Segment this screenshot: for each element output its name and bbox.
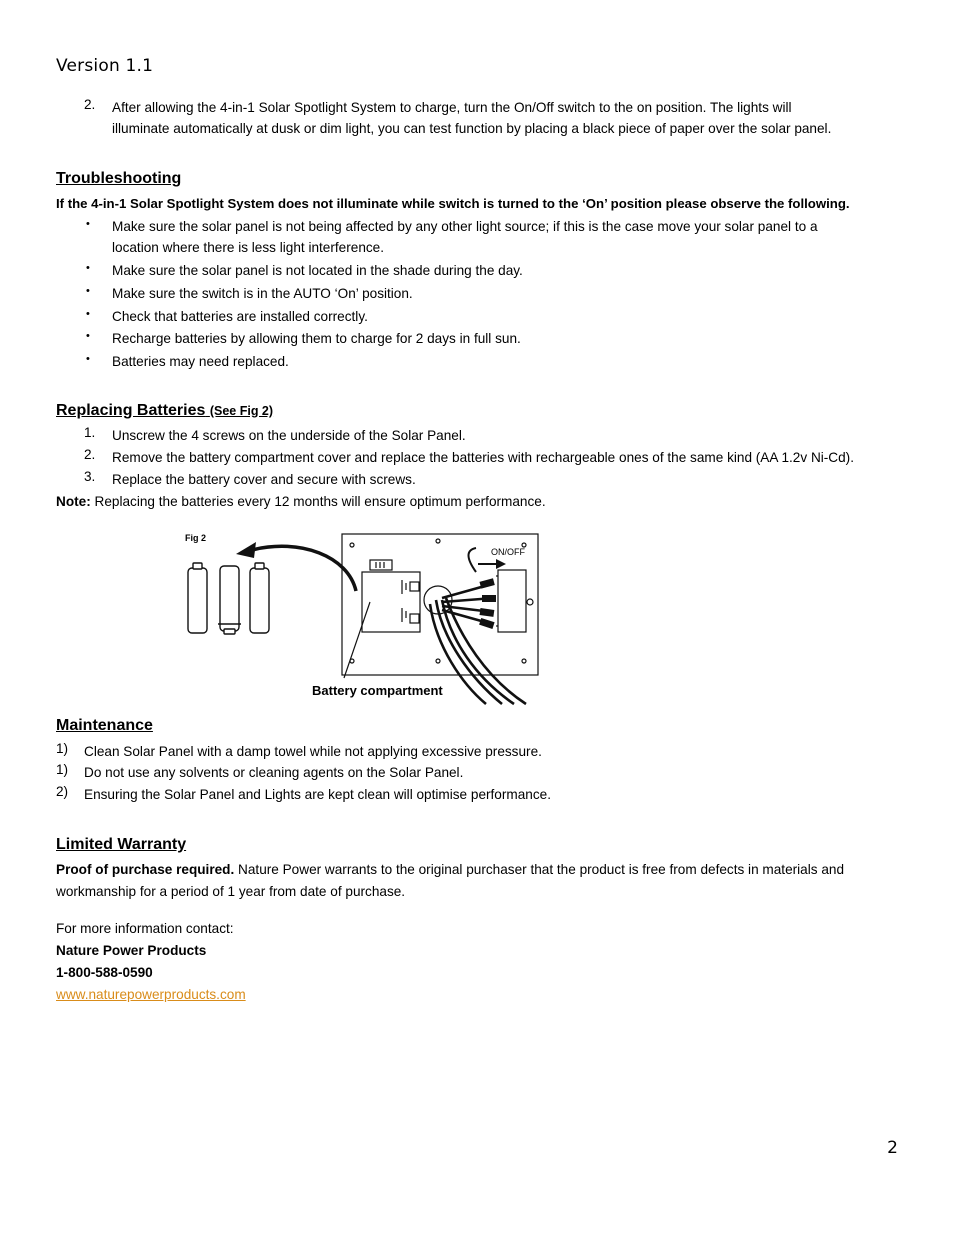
contact-intro: For more information contact:	[56, 921, 234, 936]
replace-step-number: 1.	[84, 425, 96, 440]
troubleshooting-item-continued: location where there is less light interference.	[112, 240, 385, 255]
replace-step-text: Unscrew the 4 screws on the underside of the Solar Panel.	[112, 428, 466, 443]
note-label: Note:	[56, 494, 91, 509]
troubleshooting-item: Recharge batteries by allowing them to charge for 2 days in full sun.	[112, 331, 521, 346]
troubleshooting-lead: If the 4-in-1 Solar Spotlight System does not illuminate while switch is turned to the ‘On’ position please observe the following.	[56, 196, 850, 211]
replace-step-number: 2.	[84, 447, 96, 462]
replace-step-number: 3.	[84, 469, 96, 484]
figure-caption: Battery compartment	[312, 683, 443, 698]
bullet-icon: •	[86, 330, 90, 342]
intro-step-number: 2.	[84, 97, 96, 112]
troubleshooting-item: Check that batteries are installed correctly.	[112, 309, 368, 324]
contact-company: Nature Power Products	[56, 943, 207, 958]
caption-pointer	[344, 602, 370, 678]
troubleshooting-item: Make sure the solar panel is not located in the shade during the day.	[112, 263, 523, 278]
replace-step-text: Replace the battery cover and secure with screws.	[112, 472, 416, 487]
contact-phone: 1-800-588-0590	[56, 965, 153, 980]
maintenance-item-text: Do not use any solvents or cleaning agents on the Solar Panel.	[84, 765, 464, 780]
switch-label: ON/OFF	[491, 547, 525, 557]
maintenance-item-number: 1)	[56, 762, 69, 777]
bullet-icon: •	[86, 218, 90, 230]
figure-label: Fig 2	[185, 533, 207, 543]
website-link[interactable]: www.naturepowerproducts.com	[56, 987, 246, 1002]
troubleshooting-item: Batteries may need replaced.	[112, 354, 289, 369]
warranty-heading: Limited Warranty	[56, 836, 187, 853]
note-paragraph	[56, 491, 546, 512]
intro-step-line-1: After allowing the 4-in-1 Solar Spotlight System to charge, turn the On/Off switch to the on position. The lights will	[112, 100, 792, 115]
see-fig-reference: (See Fig 2)	[209, 404, 274, 418]
batteries-illustration	[188, 563, 269, 634]
maintenance-item-text: Clean Solar Panel with a damp towel while not applying excessive pressure.	[84, 744, 542, 759]
replacing-batteries-heading	[56, 402, 273, 420]
connectors-illustration	[479, 578, 496, 629]
troubleshooting-item: Make sure the solar panel is not being affected by any other light source; if this is the case move your solar panel to a	[112, 219, 818, 234]
intro-step-line-2: illuminate automatically at dusk or dim light, you can test function by placing a black piece of paper over the solar panel.	[112, 121, 832, 136]
replacing-batteries-title: Replacing Batteries	[56, 402, 206, 419]
battery-compartment-figure	[180, 528, 542, 706]
bullet-icon: •	[86, 262, 90, 274]
troubleshooting-item: Make sure the switch is in the AUTO ‘On’ position.	[112, 286, 413, 301]
cables-illustration	[430, 584, 526, 704]
maintenance-item-text: Ensuring the Solar Panel and Lights are kept clean will optimise performance.	[84, 787, 551, 802]
version-label: Version 1.1	[56, 56, 154, 76]
page-number: 2	[887, 1138, 898, 1158]
note-text: Replacing the batteries every 12 months will ensure optimum performance.	[90, 494, 546, 509]
warranty-bold-lead: Proof of purchase required.	[56, 862, 235, 877]
maintenance-item-number: 1)	[56, 741, 69, 756]
bullet-icon: •	[86, 285, 90, 297]
maintenance-item-number: 2)	[56, 784, 69, 799]
warranty-text-1: Nature Power warrants to the original purchaser that the product is free from defects in materials and	[234, 862, 845, 877]
bullet-icon: •	[86, 308, 90, 320]
troubleshooting-heading: Troubleshooting	[56, 170, 182, 187]
warranty-line-2: workmanship for a period of 1 year from date of purchase.	[56, 884, 406, 899]
replace-step-text: Remove the battery compartment cover and replace the batteries with rechargeable ones of the same kind (AA 1.2v Ni-Cd).	[112, 450, 854, 465]
warranty-line-1	[56, 859, 844, 880]
bullet-icon: •	[86, 353, 90, 365]
maintenance-heading: Maintenance	[56, 717, 153, 734]
